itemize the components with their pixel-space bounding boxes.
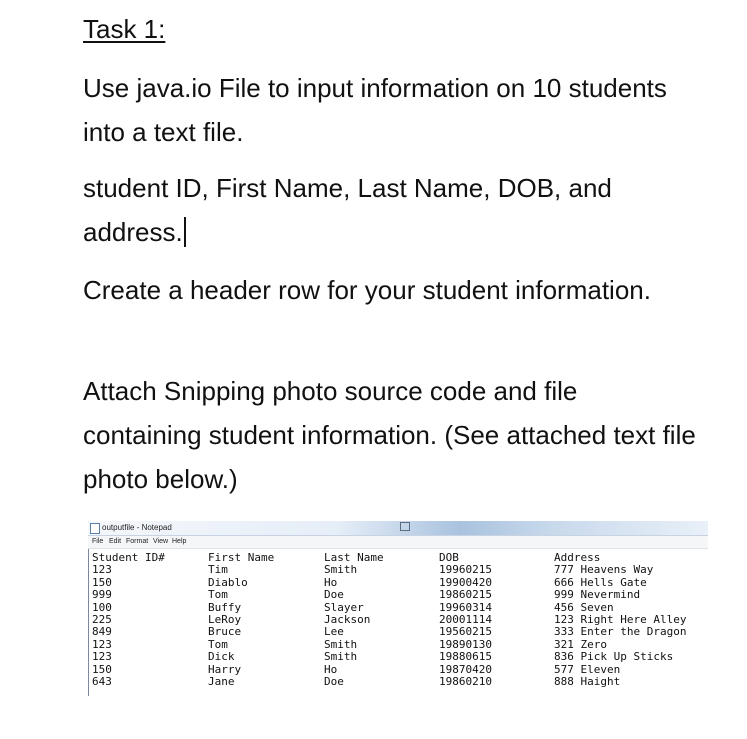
- task-title: Task 1:: [83, 14, 166, 44]
- cell-dob: 19900420: [439, 575, 492, 589]
- cell-address: 456 Seven: [554, 600, 614, 614]
- cell-address: 999 Nevermind: [554, 588, 641, 602]
- cell-student-id: 150: [92, 662, 112, 676]
- cell-last-name: Smith: [324, 637, 358, 651]
- cell-last-name: Smith: [324, 563, 358, 577]
- cell-dob: 19860210: [439, 674, 492, 688]
- cell-address: 321 Zero: [554, 637, 607, 651]
- cell-student-id: 123: [92, 637, 112, 651]
- instruction-paragraph-1: Use java.io File to input information on 10 students into a text file.: [83, 73, 667, 147]
- cell-address: 577 Eleven: [554, 662, 621, 676]
- cell-dob: 20001114: [439, 612, 492, 626]
- column-student-id: [92, 552, 165, 688]
- cell-first-name: Bruce: [208, 625, 242, 639]
- cell-dob: 19870420: [439, 662, 492, 676]
- instruction-paragraph-2-text: student ID, First Name, Last Name, DOB, and address.: [83, 173, 612, 247]
- notepad-screenshot: [88, 521, 708, 696]
- header-address: Address: [554, 551, 601, 564]
- menu-format: Format: [126, 538, 149, 545]
- cell-student-id: 999: [92, 588, 112, 602]
- cell-student-id: 150: [92, 575, 112, 589]
- cell-student-id: 100: [92, 600, 112, 614]
- menu-help: Help: [172, 538, 187, 545]
- notepad-text-area: [88, 549, 708, 696]
- cell-first-name: LeRoy: [208, 612, 242, 626]
- notepad-titlebar: [88, 521, 708, 536]
- cell-first-name: Diablo: [208, 575, 248, 589]
- cell-student-id: 225: [92, 612, 112, 626]
- cell-address: 777 Heavens Way: [554, 563, 654, 577]
- cell-first-name: Tom: [208, 637, 228, 651]
- cell-student-id: 643: [92, 674, 112, 688]
- cell-last-name: Doe: [324, 674, 344, 688]
- instruction-paragraph-2[interactable]: [83, 166, 703, 254]
- cell-dob: 19860215: [439, 588, 492, 602]
- cell-address: 123 Right Here Alley: [554, 612, 687, 626]
- cell-last-name: Smith: [324, 650, 358, 664]
- text-cursor: [184, 217, 186, 247]
- notepad-window-title: outputfile - Notepad: [102, 523, 172, 532]
- menu-view: View: [153, 538, 169, 545]
- cell-last-name: Jackson: [324, 612, 371, 626]
- column-last-name: [324, 552, 384, 688]
- menu-file: File: [92, 538, 104, 545]
- notepad-menubar: [88, 536, 708, 549]
- cell-first-name: Buffy: [208, 600, 242, 614]
- cell-dob: 19560215: [439, 625, 492, 639]
- header-last-name: Last Name: [324, 551, 384, 564]
- column-dob: [439, 552, 492, 688]
- restore-icon: [400, 522, 410, 531]
- cell-dob: 19890130: [439, 637, 492, 651]
- cell-last-name: Slayer: [324, 600, 364, 614]
- cell-first-name: Dick: [208, 650, 235, 664]
- cell-first-name: Jane: [208, 674, 235, 688]
- header-first-name: First Name: [208, 551, 275, 564]
- cell-last-name: Lee: [324, 625, 344, 639]
- cell-address: 666 Hells Gate: [554, 575, 647, 589]
- cell-student-id: 849: [92, 625, 112, 639]
- instruction-paragraph-4: Attach Snipping photo source code and file containing student information. (See attached text file photo below.): [83, 376, 696, 494]
- header-dob: DOB: [439, 551, 459, 564]
- cell-address: 836 Pick Up Sticks: [554, 650, 674, 664]
- cell-first-name: Tim: [208, 563, 228, 577]
- header-student-id: Student ID#: [92, 551, 165, 564]
- cell-first-name: Tom: [208, 588, 228, 602]
- cell-student-id: 123: [92, 563, 112, 577]
- column-address: [554, 552, 686, 688]
- cell-address: 888 Haight: [554, 674, 621, 688]
- cell-dob: 19960314: [439, 600, 492, 614]
- menu-edit: Edit: [109, 538, 122, 545]
- cell-first-name: Harry: [208, 662, 242, 676]
- column-first-name: [208, 552, 274, 688]
- cell-dob: 19960215: [439, 563, 492, 577]
- notepad-icon: [90, 523, 100, 534]
- cell-dob: 19880615: [439, 650, 492, 664]
- instruction-paragraph-3: Create a header row for your student information.: [83, 275, 651, 305]
- cell-student-id: 123: [92, 650, 112, 664]
- cell-address: 333 Enter the Dragon: [554, 625, 687, 639]
- cell-last-name: Ho: [324, 575, 338, 589]
- cell-last-name: Doe: [324, 588, 344, 602]
- cell-last-name: Ho: [324, 662, 338, 676]
